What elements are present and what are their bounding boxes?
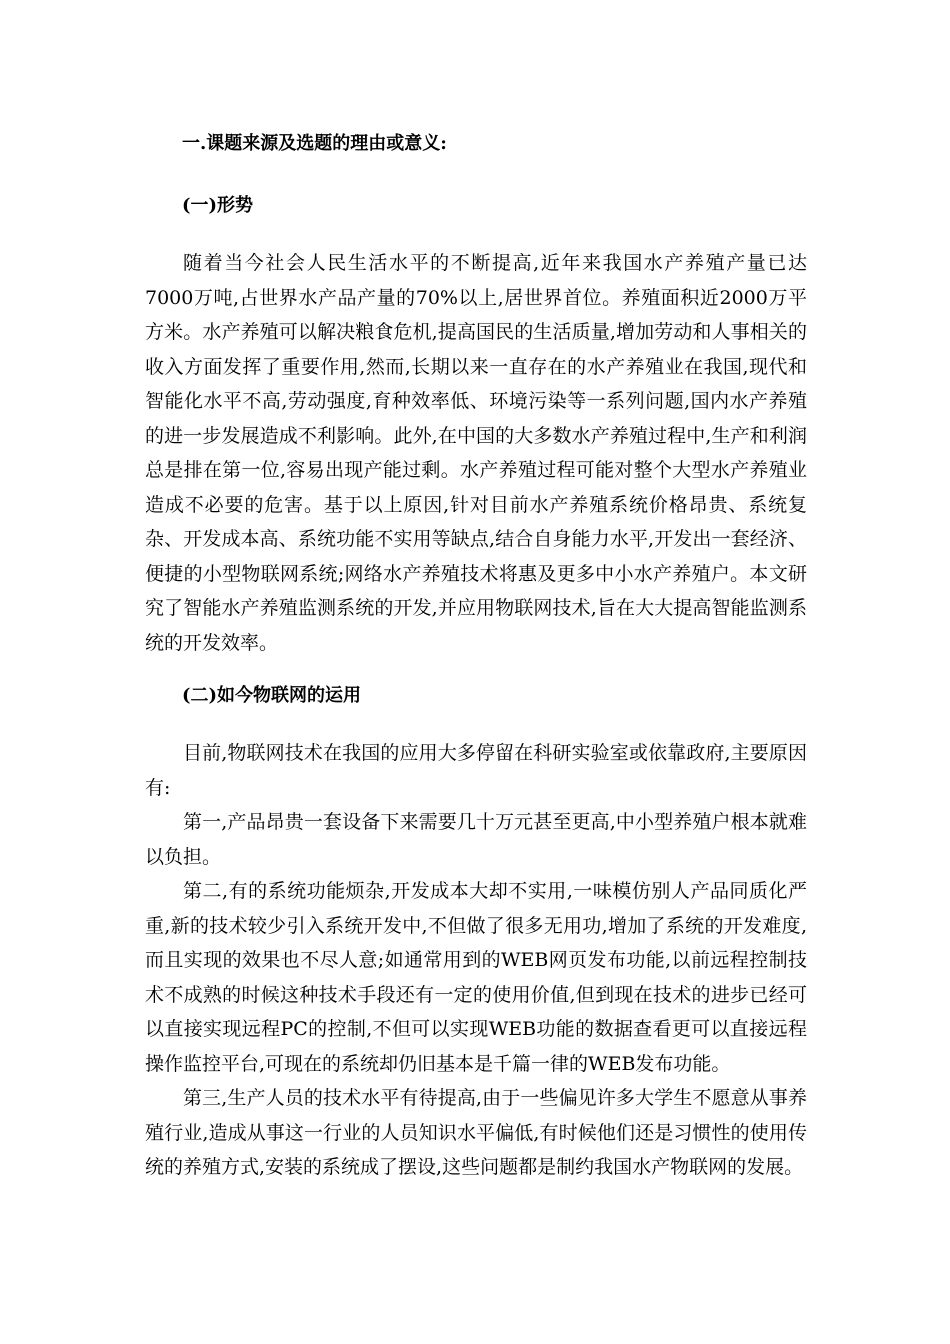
reason-paragraph-1: 第一,产品昂贵一套设备下来需要几十万元甚至更高,中小型养殖户根本就难以负担。 [145, 811, 807, 868]
subsection-heading-situation: (一)形势 [182, 195, 254, 216]
subsection-heading-iot-application: (二)如今物联网的运用 [182, 685, 362, 706]
situation-paragraph: 随着当今社会人民生活水平的不断提高,近年来我国水产养殖产量已达7000万吨,占世界水产品产量的70%以上,居世界首位。养殖面积近2000万平方米。水产养殖可以解决粮食危机,提高国民的生活质量,增加劳动和人事相关的收入方面发挥了重要作用,然而,长期以来一直存在的水产养殖业在我国,现代和智能化水平不高,劳动强度,育种效率低、环境污染等一系列问题,国内水产养殖的进一步发展造成不利影响。此外,在中国的大多数水产养殖过程中,生产和利润总是排在第一位,容易出现产能过剩。水产养殖过程可能对整个大型水产养殖业造成不必要的危害。基于以上原因,针对目前水产养殖系统价格昂贵、系统复杂、开发成本高、系统功能不实用等缺点,结合自身能力水平,开发出一套经济、便捷的小型物联网系统;网络水产养殖技术将惠及更多中小水产养殖户。本文研究了智能水产养殖监测系统的开发,并应用物联网技术,旨在大大提高智能监测系统的开发效率。 [145, 252, 807, 654]
reason-paragraph-2: 第二,有的系统功能烦杂,开发成本大却不实用,一味模仿别人产品同质化严重,新的技术较少引入系统开发中,不但做了很多无用功,增加了系统的开发难度,而且实现的效果也不尽人意;如通常用到的WEB网页发布功能,以前远程控制技术不成熟的时候这种技术手段还有一定的使用价值,但到现在技术的进步已经可以直接实现远程PC的控制,不但可以实现WEB功能的数据查看更可以直接远程操作监控平台,可现在的系统却仍旧基本是千篇一律的WEB发布功能。 [145, 880, 807, 1075]
document-body [145, 126, 807, 1185]
iot-intro-paragraph: 目前,物联网技术在我国的应用大多停留在科研实验室或依靠政府,主要原因有: [145, 742, 807, 799]
section-title: 一.课题来源及选题的理由或意义: [182, 133, 447, 154]
reason-paragraph-3: 第三,生产人员的技术水平有待提高,由于一些偏见许多大学生不愿意从事养殖行业,造成从事这一行业的人员知识水平偏低,有时候他们还是习惯性的使用传统的养殖方式,安装的系统成了摆设,这些问题都是制约我国水产物联网的发展。 [145, 1087, 807, 1178]
